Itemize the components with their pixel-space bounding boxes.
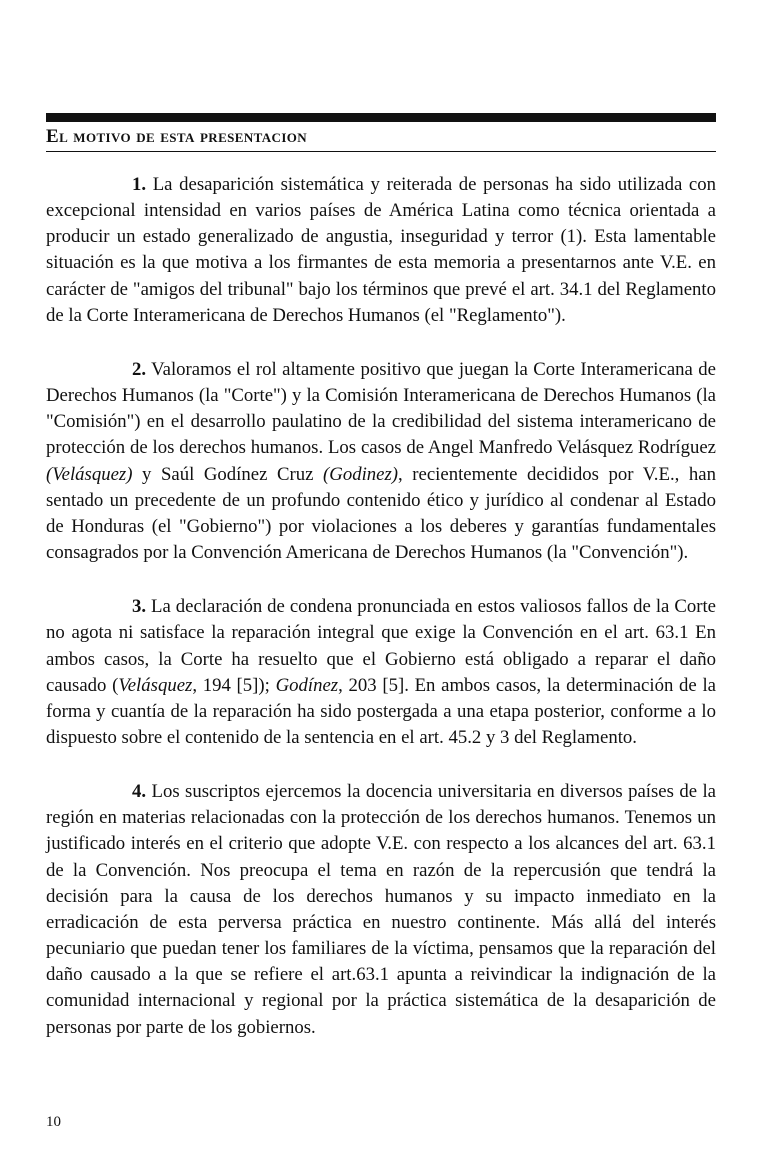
body-text: [46, 172, 716, 1069]
header-thick-rule: [46, 113, 716, 122]
paragraph-text: , 194 [5]);: [192, 674, 276, 696]
paragraph-number: 4.: [132, 781, 147, 803]
paragraph-text: y Saúl Godínez Cruz: [132, 463, 324, 485]
paragraph-text: Los suscriptos ejercemos la docencia universitaria en diversos países de la región en materias relacionadas con la protección de los derechos humanos. Tenemos un justificado interés en el criterio que adopte V.E. con respecto a los alcances del art. 63.1 de la Convención. Nos preocupa el tema en razón de la repercusión que tendrá la decisión para la causa de los derechos humanos y su impacto inmediato en la erradicación de esta perversa práctica en nuestro continente. Más allá del interés pecuniario que puedan tener los familiares de la víctima, pensamos que la reparación del daño causado a la que se refiere el art.63.1 apunta a reivindicar la indignación de la comunidad internacional y regional por la práctica sistemática de la desaparición de personas por parte de los gobiernos.: [46, 781, 716, 1038]
paragraph: [46, 594, 716, 751]
case-name-italic: Godínez: [275, 674, 339, 696]
paragraph-number: 1.: [132, 174, 147, 195]
paragraph-number: 2.: [132, 358, 147, 380]
paragraph: [46, 357, 716, 566]
document-page: [46, 0, 716, 1175]
paragraph: [46, 172, 716, 329]
paragraph-text: La desaparición sistemática y reiterada de personas ha sido utilizada con excepcional intensidad en varios países de América Latina como técnica orientada a producir un estado generalizado de angustia, inseguridad y terror (1). Esta lamentable situación es la que motiva a los firmantes de esta memoria a presentarnos ante V.E. en carácter de "amigos del tribunal" bajo los términos que prevé el art. 34.1 del Reglamento de la Corte Interamericana de Derechos Humanos (el "Reglamento").: [46, 174, 716, 326]
case-name-italic: (Velásquez): [46, 463, 133, 485]
paragraph: [46, 779, 716, 1041]
paragraph-text: La declaración de condena pronunciada en estos valiosos fallos de la Corte no agota ni satisface la reparación integral que exige la Convención en el art. 63.1 En ambos casos, la Corte ha resuelto que el Gobierno está obligado a reparar el daño causado (: [46, 596, 716, 696]
section-title: El motivo de esta presentacion: [46, 126, 308, 147]
paragraph-number: 3.: [132, 596, 147, 618]
paragraph-text: , recientemente decididos por V.E., han sentado un precedente de un profundo contenido ético y jurídico al condenar al Estado de Honduras (el "Gobierno") por violaciones a los deberes y garantías fundamentales consagrados por la Convención Americana de Derechos Humanos (la "Convención").: [46, 463, 716, 564]
header-thin-rule: [46, 151, 716, 152]
paragraph-text: Valoramos el rol altamente positivo que juegan la Corte Interamericana de Derechos Humanos (la "Corte") y la Comisión Interamericana de Derechos Humanos (la "Comisión") en el desarrollo paulatino de la credibilidad del sistema interamericano de protección de los derechos humanos. Los casos de Angel Manfredo Velásquez Rodríguez: [46, 358, 716, 459]
paragraph-text: , 203 [5]. En ambos casos, la determinación de la forma y cuantía de la reparación ha sido postergada a una etapa posterior, conforme a lo dispuesto sobre el contenido de la sentencia en el art. 45.2 y 3 del Reglamento.: [46, 674, 716, 748]
case-name-italic: (Godinez): [323, 463, 399, 485]
page-number: 10: [46, 1114, 61, 1130]
case-name-italic: Velásquez: [118, 674, 193, 696]
